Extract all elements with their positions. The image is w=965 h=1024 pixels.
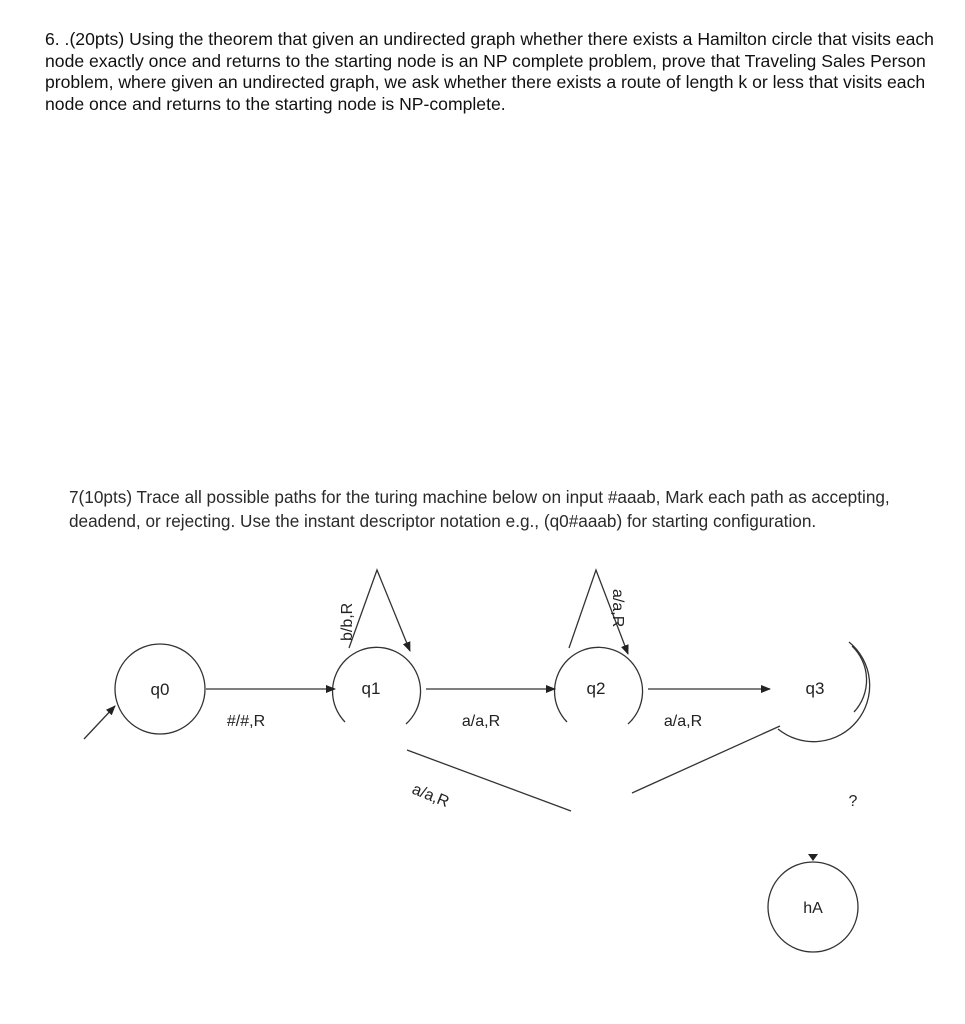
transition-q3-hA-label: ?: [848, 793, 858, 810]
state-q2-label: q2: [586, 679, 606, 698]
state-q3: [778, 642, 870, 742]
state-hA: [768, 862, 858, 952]
transition-q1-q2-label: a/a,R: [461, 713, 501, 730]
state-q1: [333, 647, 421, 724]
state-q2: [555, 647, 643, 724]
transition-q0-q1-label: #/#,R: [226, 713, 266, 730]
transition-q3-q1-label: a/a,R: [409, 780, 452, 812]
state-q0: [115, 644, 205, 734]
question-7-text: 7(10pts) Trace all possible paths for the turing machine below on input #aaab, Mark each path as accepting, deadend, or rejecting. Use the instant descriptor notation e.g., (q0#aaab) for starting configuration.: [69, 487, 890, 531]
loop-q1: [349, 570, 410, 651]
loop-q2-label: a/a,R: [609, 589, 626, 628]
state-hA-label: hA: [803, 900, 823, 917]
state-q1-label: q1: [361, 679, 381, 698]
transition-q3-q1-right: [632, 726, 780, 793]
transition-q2-q3-label: a/a,R: [663, 713, 703, 730]
state-q0-label: q0: [150, 680, 170, 699]
transition-q3-hA-arrowhead: [808, 854, 818, 861]
state-q3-label: q3: [805, 679, 825, 698]
start-arrow: [84, 706, 115, 739]
question-6-text: 6. .(20pts) Using the theorem that given an undirected graph whether there exists a Hamilton circle that visits each node exactly once and returns to the starting node is an NP complete problem, prove that Traveling Sales Person problem, where given an undirected graph, we ask whether there exists a route of length k or less that visits each node once and returns to the starting node is NP-complete.: [45, 29, 934, 114]
loop-q1-label: b/b,R: [339, 602, 356, 641]
